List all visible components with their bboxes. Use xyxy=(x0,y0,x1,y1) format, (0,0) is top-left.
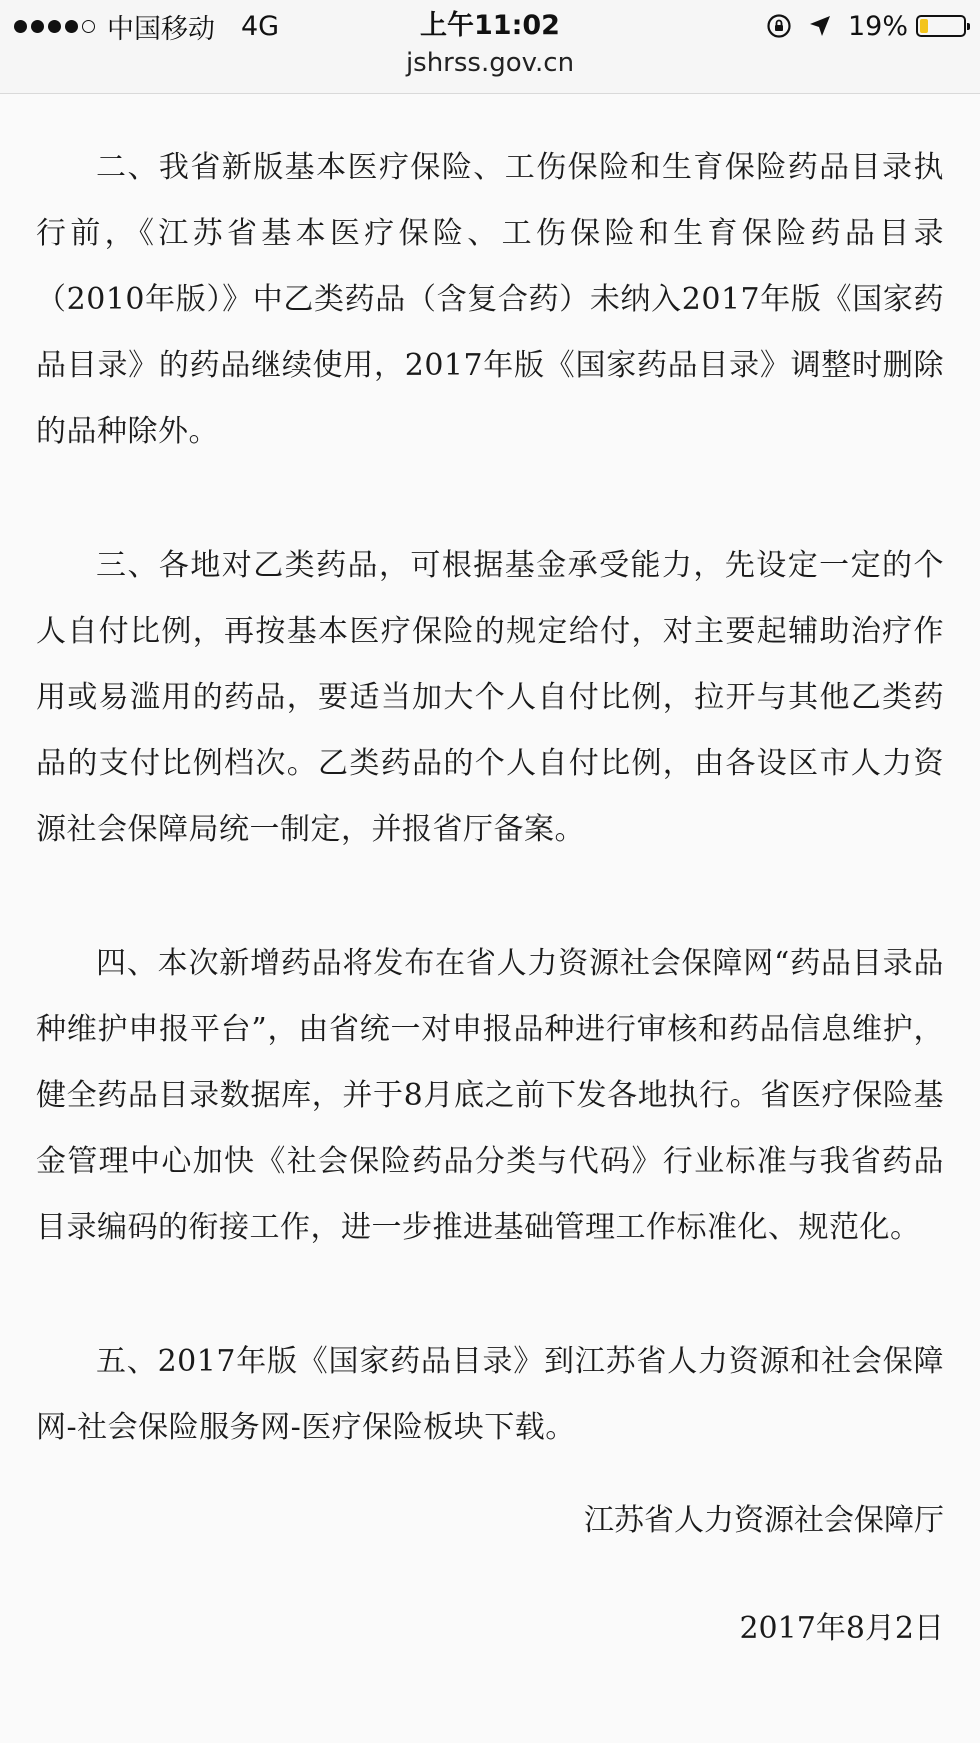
signature-organization: 江苏省人力资源社会保障厅 xyxy=(584,1503,944,1538)
network-type: 4G xyxy=(241,10,280,42)
status-right xyxy=(766,6,966,46)
article-body xyxy=(36,135,944,1529)
status-time: 上午11:02 xyxy=(420,10,560,41)
article-paragraph: 五、2017年版《国家药品目录》到江苏省人力资源和社会保障网-社会保险服务网-医疗保险板块下载。 xyxy=(36,1344,944,1445)
address-bar-url[interactable]: jshrss.gov.cn xyxy=(405,48,575,78)
rotation-lock-icon xyxy=(766,13,792,39)
status-bar xyxy=(0,0,980,94)
article-paragraph: 二、我省新版基本医疗保险、工伤保险和生育保险药品目录执行前，《江苏省基本医疗保险、工伤保险和生育保险药品目录（2010年版）》中乙类药品（含复合药）未纳入2017年版《国家药品目录》的药品继续使用，2017年版《国家药品目录》调整时删除的品种除外。 xyxy=(36,150,944,449)
battery-percent: 19% xyxy=(847,10,908,42)
signature-date: 2017年8月2日 xyxy=(739,1611,944,1646)
battery-fill xyxy=(920,19,928,33)
carrier-name: 中国移动 xyxy=(107,13,215,45)
article-paragraph: 四、本次新增药品将发布在省人力资源社会保障网“药品目录品种维护申报平台”，由省统一对申报品种进行审核和药品信息维护，健全药品目录数据库，并于8月底之前下发各地执行。省医疗保险基金管理中心加快《社会保险药品分类与代码》行业标准与我省药品目录编码的衔接工作，进一步推进基础管理工作标准化、规范化。 xyxy=(36,946,944,1245)
location-arrow-icon xyxy=(808,14,832,38)
article-paragraph: 三、各地对乙类药品，可根据基金承受能力，先设定一定的个人自付比例，再按基本医疗保险的规定给付，对主要起辅助治疗作用或易滥用的药品，要适当加大个人自付比例，拉开与其他乙类药品的支付比例档次。乙类药品的个人自付比例，由各设区市人力资源社会保障局统一制定，并报省厅备案。 xyxy=(36,548,944,847)
battery-icon xyxy=(916,15,966,37)
